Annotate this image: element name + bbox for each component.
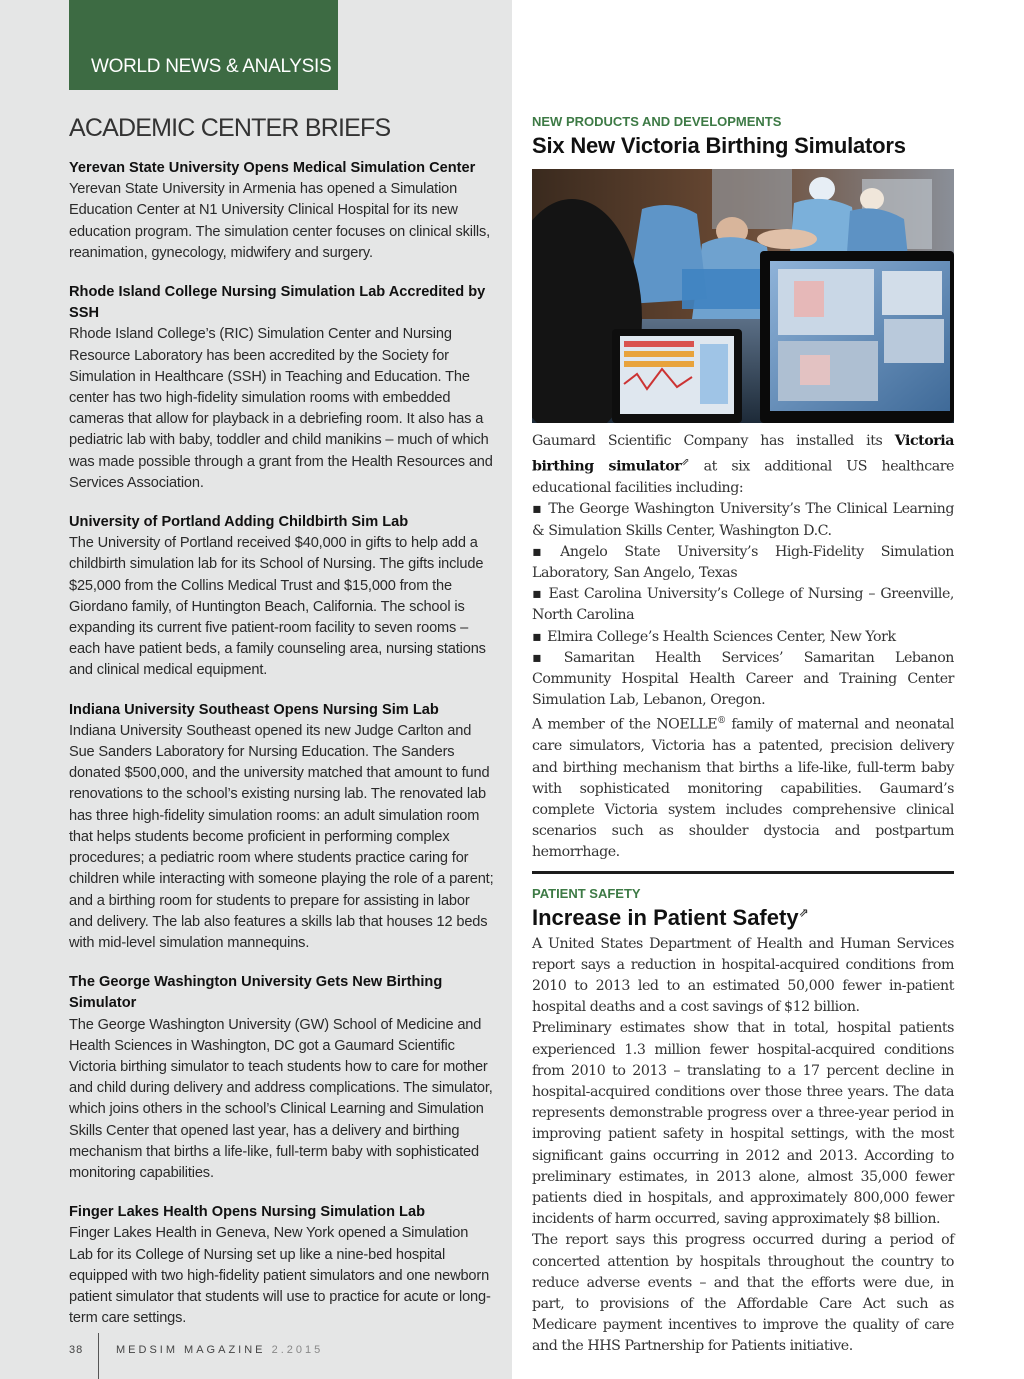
article-kicker: NEW PRODUCTS AND DEVELOPMENTS xyxy=(532,114,782,129)
page-footer xyxy=(69,1333,509,1379)
facility-list xyxy=(532,499,954,711)
page-number: 38 xyxy=(69,1344,84,1356)
headline-text[interactable]: Increase in Patient Safety xyxy=(532,904,799,930)
article-paragraph: A United States Department of Health and Human Services report says a reduction in hospital-acquired conditions from 2010 to 2013 led to an estimated 50,000 fewer in-patient hospital deaths and a cost savings of $12 billion. xyxy=(532,935,954,1016)
brief-body: The University of Portland received $40,000 in gifts to help add a childbirth simulation lab for its School of Nursing. The gifts include $25,000 from the Collins Medical Trust and $15,000 from the Giordano family, of Huntington Beach, California. The school is expanding its current five patient-room facility to seven rooms – each have patient beds, a family counseling area, nursing stations and clinical medical equipment. xyxy=(69,535,486,679)
article-paragraph: Preliminary estimates show that in total, hospital patients experienced 1.3 million fewer hospital-acquired conditions from 2010 to 2013 – translating to a 17 percent decline in hospital-acquired conditions over those three years. The data represents demonstrable progress over a three-year period in improving patient safety in hospital settings, with the most significant gains occurring in 2012 and 2013. According to preliminary estimates, in 2013 alone, almost 35,000 fewer patients died in hospitals, and approximately 800,000 fewer incidents of harm occurred, saving approximately $8 billion. xyxy=(532,1020,954,1228)
brief-item xyxy=(69,1202,495,1329)
brief-body: Rhode Island College’s (RIC) Simulation Center and Nursing Resource Laboratory has been accredited by the Society for Simulation in Healthcare (SSH) in Teaching and Education. The center has two high-fidelity simulation rooms with embedded cameras that allow for playback in a debriefing room. It also has a pediatric lab with baby, toddler and child manikins – much of which was made possible through a grant from the Health Resources and Services Association. xyxy=(69,326,493,491)
article-kicker: PATIENT SAFETY xyxy=(532,885,641,901)
brief-heading: Indiana University Southeast Opens Nursing Sim Lab xyxy=(69,701,439,718)
brief-item xyxy=(69,972,495,1184)
list-item: ▪ East Carolina University’s College of Nursing – Greenville, North Carolina xyxy=(532,584,954,626)
brief-item xyxy=(69,282,495,494)
magazine-name xyxy=(116,1344,323,1356)
brief-item xyxy=(69,700,495,954)
intro-text: Gaumard Scientific Company has installed its xyxy=(532,433,895,449)
photo-illustration xyxy=(532,169,954,423)
footer-divider xyxy=(98,1333,99,1379)
brief-body: Finger Lakes Health in Geneva, New York opened a Simulation Lab for its College of Nursing set up like a nine-bed hospital equipped with two high-fidelity patient simulators and one newborn patient simulator that students will use to practice for acute or long-term care settings. xyxy=(69,1225,491,1327)
magazine-title: MEDSIM MAGAZINE xyxy=(116,1344,266,1356)
external-link-icon[interactable]: ⇗ xyxy=(798,905,809,920)
article-paragraph: The report says this progress occurred during a period of concerted attention by hospitals throughout the country to reduce adverse events – and that the efforts were due, in part, to provisions of the Affordable Care Act such as Medicare payment incentives to improve the quality of care and the HHS Partnership for Patients initiative. xyxy=(532,1232,954,1355)
product-link[interactable]: Victoria birthing simulator xyxy=(532,433,954,475)
brief-body: The George Washington University (GW) School of Medicine and Health Sciences in Washington, DC got a Gaumard Scientific Victoria birthing simulator to teach students how to care for mother and child during delivery and address complications. The simulator, which joins others in the school’s Clinical Learning and Simulation Skills Center that opened last year, has a delivery and birthing mechanism that births a life-like, full-term baby with sophisticated monitoring capabilities. xyxy=(69,1016,493,1181)
article-headline xyxy=(532,905,954,931)
brief-heading: Rhode Island College Nursing Simulation Lab Accredited by SSH xyxy=(69,284,486,322)
brief-heading: Yerevan State University Opens Medical Simulation Center xyxy=(69,160,476,176)
brief-heading: University of Portland Adding Childbirth Sim Lab xyxy=(69,514,409,531)
list-item: ▪ Samaritan Health Services’ Samaritan Lebanon Community Hospital Health Career and Training Center Simulation Lab, Lebanon, Oregon. xyxy=(532,648,954,712)
brief-body: Yerevan State University in Armenia has opened a Simulation Education Center at N1 University Clinical Hospital for its new education program. The simulation center focuses on clinical skills, reanimation, gynecology, midwifery and surgery. xyxy=(69,181,491,261)
right-column xyxy=(532,114,954,1358)
brief-heading: Finger Lakes Health Opens Nursing Simulation Lab xyxy=(69,1204,425,1221)
para-text-end: family of maternal and neonatal care simulators, Victoria has a patented, precision delivery and birthing mechanism that births a life-like, full-term baby with sophisticated monitoring capabilities. Gaumard’s complete Victoria system includes comprehensive clinical scenarios such as shoulder dystocia and postpartum hemorrhage. xyxy=(532,717,954,861)
briefs-title: ACADEMIC CENTER BRIEFS xyxy=(69,114,391,142)
brief-heading: The George Washington University Gets New Birthing Simulator xyxy=(69,974,443,1012)
para-text: A member of the NOELLE xyxy=(532,717,718,734)
article-intro xyxy=(532,431,954,499)
brief-item xyxy=(69,158,495,264)
intro-text-end: at six additional US healthcare educational facilities including: xyxy=(532,458,954,497)
external-link-icon[interactable]: ⇗ xyxy=(681,457,690,469)
article-paragraph xyxy=(532,711,954,863)
registered-mark: ® xyxy=(717,716,726,727)
list-item: ▪ The George Washington University’s The Clinical Learning & Simulation Skills Center, Washington D.C. xyxy=(532,499,954,541)
brief-item xyxy=(69,512,495,682)
simulation-photo xyxy=(532,169,954,423)
academic-center-briefs xyxy=(69,114,495,1347)
article-headline: Six New Victoria Birthing Simulators xyxy=(532,133,906,158)
article-divider xyxy=(532,871,954,874)
list-item: ▪ Elmira College’s Health Sciences Center, New York xyxy=(532,627,954,648)
magazine-issue: 2.2015 xyxy=(271,1344,324,1356)
brief-body: Indiana University Southeast opened its new Judge Carlton and Sue Sanders Laboratory for Nursing Education. The Sanders donated $500,000, and the university matched that amount to fund renovations to the school’s existing nursing lab. The renovated lab has three high-fidelity simulation rooms: an adult simulation room that helps students become proficient in performing complex procedures; a pediatric room where students practice caring for children while interacting with someone playing the role of a parent; and a birthing room for students to prepare for assisting in labor and delivery. The lab also features a skills lab that houses 12 beds with mid-level simulation mannequins. xyxy=(69,722,494,951)
list-item: ▪ Angelo State University’s High-Fidelity Simulation Laboratory, San Angelo, Texas xyxy=(532,542,954,584)
section-tab: WORLD NEWS & ANALYSIS xyxy=(69,0,338,90)
